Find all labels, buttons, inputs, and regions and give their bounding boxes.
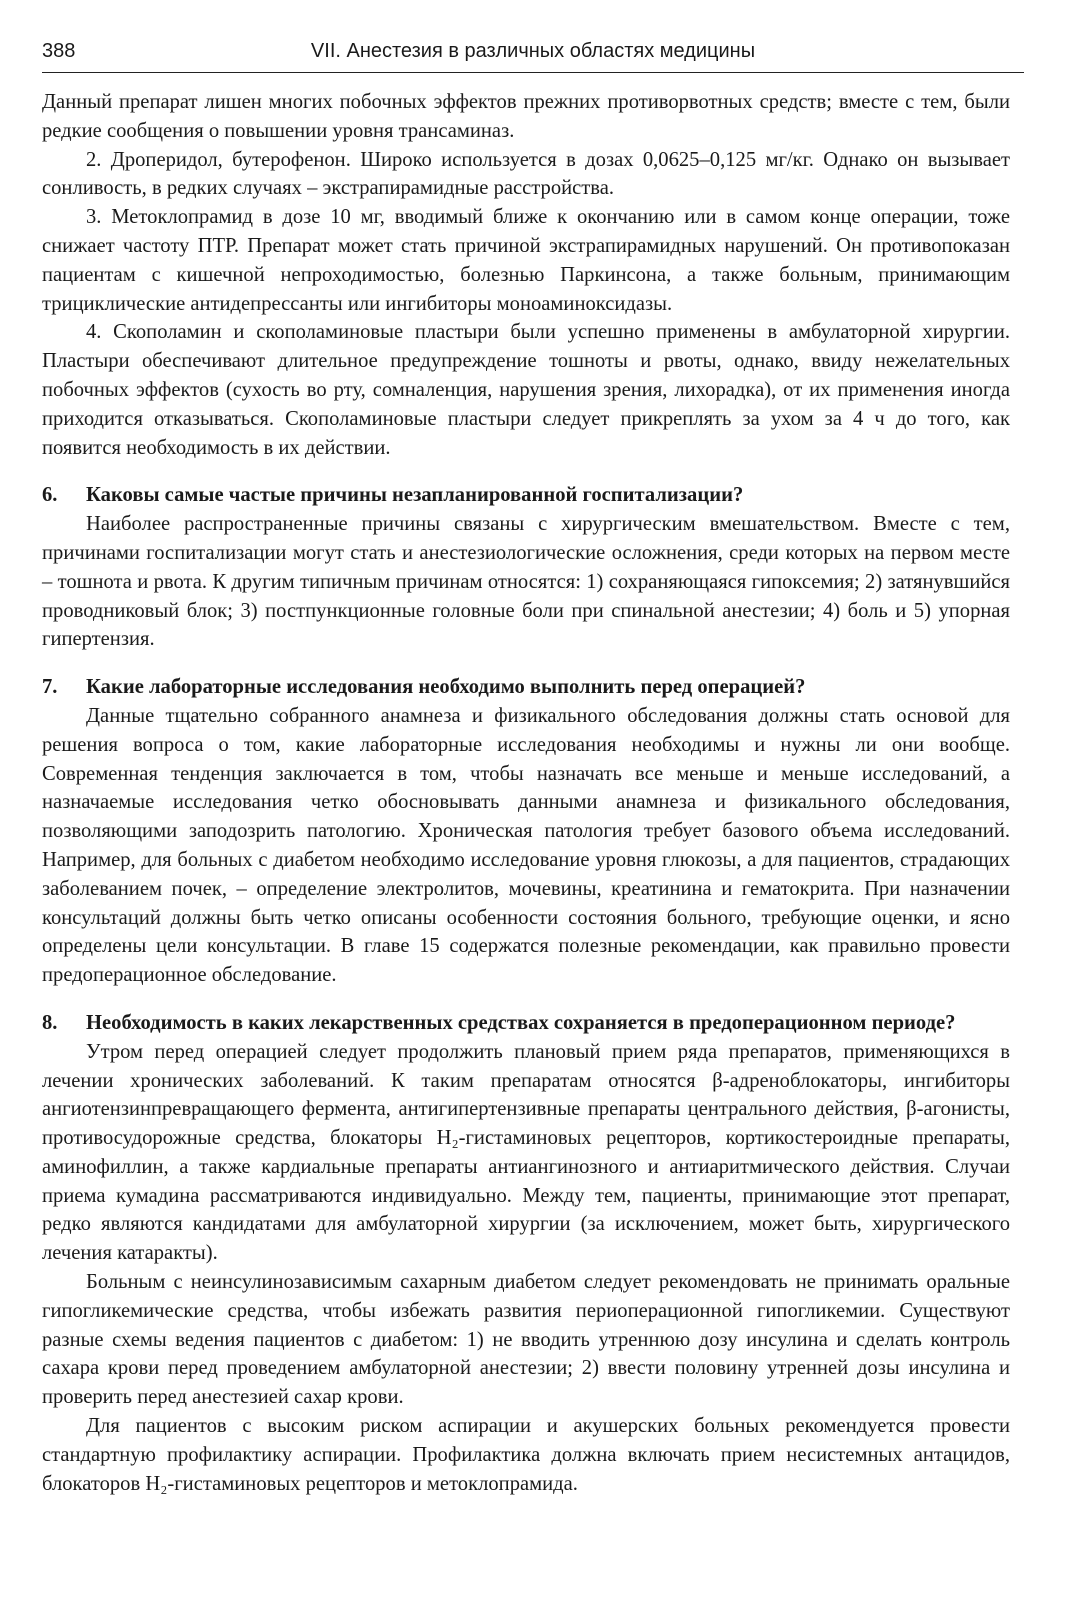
paragraph-metoclopramide: 3. Метоклопрамид в дозе 10 мг, вводимый ближе к окончанию или в самом конце операции, тоже снижает частоту ПТР. Препарат может стать причиной экстрапирамидных нарушений. Он противопоказан пациентам с кишечной непроходимостью, болезнью Паркинсона, а также больным, принимающим трициклические антидепрессанты или ингибиторы моноаминоксидазы. (42, 206, 1010, 315)
paragraph-droperidol: 2. Дроперидол, бутерофенон. Широко используется в дозах 0,0625–0,125 мг/кг. Однако он вызывает сонливость, в редких случаях – экстрапирамидные расстройства. (42, 148, 1010, 200)
question-6-heading (42, 481, 1010, 510)
answer-8-paragraph-3: Для пациентов с высоким риском аспирации и акушерских больных рекомендуется провести стандартную профилактику аспирации. Профилактика должна включать прием несистемных антацидов, блокаторов H₂-гистаминовых рецепторов и метоклопрамида. (42, 1415, 1010, 1495)
question-6-number: 6. (42, 484, 58, 507)
question-8-number: 8. (42, 1011, 58, 1034)
page-body (42, 88, 1010, 1498)
answer-8-paragraph-1: Утром перед операцией следует продолжить плановый прием ряда препаратов, применяющихся в лечении хронических заболеваний. К таким препаратам относятся β-адреноблокаторы, ингибиторы ангиотензинпревращающего фермента, антигипертензивные препараты центрального действия, β-агонисты, противосудорожные средства, блокаторы H₂-гистаминовых рецепторов, кортикостероидные препараты, аминофиллин, а также кардиальные препараты антиангинозного и антиаритмического действия. Случаи приема кумадина рассматриваются индивидуально. Между тем, пациенты, принимающие этот препарат, редко являются кандидатами для амбулаторной хирургии (за исключением, может быть, хирургического лечения катаракты). (42, 1040, 1010, 1265)
paragraph-intro-continuation: Данный препарат лишен многих побочных эффектов прежних противорвотных средств; вместе с тем, были редкие сообщения о повышении уровня трансаминаз. (42, 91, 1010, 142)
paragraph-scopolamine: 4. Скополамин и скополаминовые пластыри были успешно применены в амбулаторной хирургии. Пластыри обеспечивают длительное предупреждение тошноты и рвоты, однако, ввиду нежелательных побочных эффектов (сухость во рту, сомналенция, нарушения зрения, лихорадка), от их применения иногда приходится отказываться. Скополаминовые пластыри следует прикреплять за ухом за 4 ч до того, как появится необходимость в их действии. (42, 321, 1010, 459)
answer-8-paragraph-2: Больным с неинсулинозависимым сахарным диабетом следует рекомендовать не принимать оральные гипогликемические средства, чтобы избежать развития периоперационной гипогликемии. Существуют разные схемы ведения пациентов с диабетом: 1) не вводить утреннюю дозу инсулина и сделать контроль сахара крови перед проведением амбулаторной анестезии; 2) ввести половину утренней дозы инсулина и проверить перед анестезией сахар крови. (42, 1271, 1010, 1409)
question-7-heading (42, 673, 1010, 702)
page-header (42, 36, 1024, 73)
answer-6: Наиболее распространенные причины связаны с хирургическим вмешательством. Вместе с тем, причинами госпитализации могут стать и анестезиологические осложнения, среди которых на первом месте – тошнота и рвота. К другим типичным причинам относятся: 1) сохраняющаяся гипоксемия; 2) затянувшийся проводниковый блок; 3) постпункционные головные боли при спинальной анестезии; 4) боль и 5) упорная гипертензия. (42, 513, 1010, 651)
page-number: 388 (42, 40, 76, 62)
answer-7: Данные тщательно собранного анамнеза и физикального обследования должны стать основой для решения вопроса о том, какие лабораторные исследования необходимы и нужны ли они вообще. Современная тенденция заключается в том, чтобы назначать все меньше и меньше исследований, а назначаемые исследования четко обосновывать данными анамнеза и физикального обследования, позволяющими заподозрить патологию. Хроническая патология требует базового объема исследований. Например, для больных с диабетом необходимо исследование уровня глюкозы, а для пациентов, страдающих заболеванием почек, – определение электролитов, мочевины, креатинина и гематокрита. При назначении консультаций должны быть четко описаны особенности состояния больного, требующие оценки, и ясно определены цели консультации. В главе 15 содержатся полезные рекомендации, как правильно провести предоперационное обследование. (42, 704, 1010, 987)
running-title: VII. Анестезия в различных областях медицины (310, 40, 756, 62)
question-8-heading (42, 1009, 1010, 1038)
question-7-text: Какие лабораторные исследования необходимо выполнить перед операцией? (86, 676, 806, 699)
question-8-text: Необходимость в каких лекарственных средствах сохраняется в предоперационном периоде? (86, 1011, 956, 1034)
question-6-text: Каковы самые частые причины незапланированной госпитализации? (86, 484, 744, 507)
question-7-number: 7. (42, 676, 58, 699)
